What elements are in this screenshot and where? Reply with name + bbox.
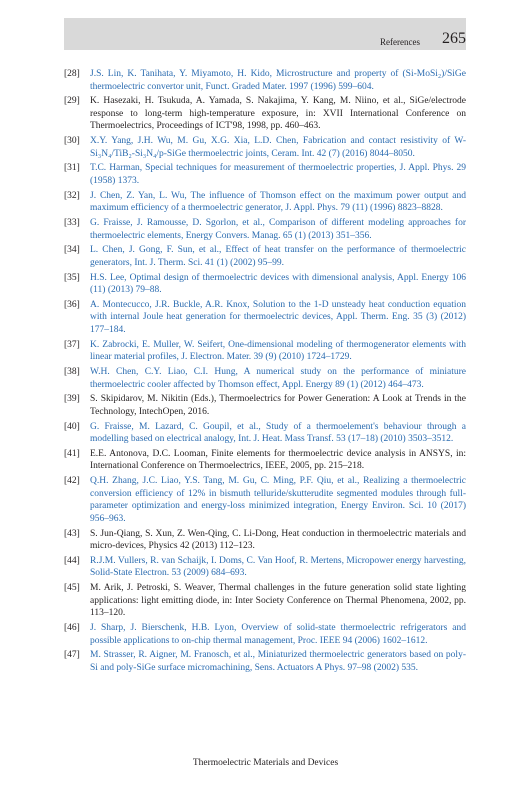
reference-item — [64, 582, 466, 620]
reference-number: [31] — [64, 163, 80, 174]
page-number: 265 — [442, 30, 466, 47]
reference-number: [44] — [64, 555, 80, 566]
reference-item — [64, 393, 466, 418]
reference-item[interactable] — [64, 217, 466, 242]
reference-number: [42] — [64, 476, 80, 487]
reference-number: [41] — [64, 448, 80, 459]
reference-text: E.E. Antonova, D.C. Looman, Finite elements for thermoelectric device analysis in ANSYS, in: International Conference on Thermoelectrics, IEEE, 2005, pp. 215–218. — [90, 448, 466, 472]
reference-number: [36] — [64, 299, 80, 310]
reference-item[interactable] — [64, 299, 466, 337]
reference-link[interactable]: H.S. Lee, Optimal design of thermoelectric devices with dimensional analysis, Appl. Energy 106 (11) (2013) 79–88. — [90, 272, 466, 296]
reference-list — [64, 68, 466, 677]
reference-number: [38] — [64, 367, 80, 377]
reference-link[interactable]: Q.H. Zhang, J.C. Liao, Y.S. Tang, M. Gu, C. Ming, P.F. Qiu, et al., Realizing a thermoelectric conversion efficiency of 12% in bismuth telluride/skutterudite segmented modules through full-parameter optimization and energy-loss minimized integration, Energy Environ. Sci. 10 (2017) 956–963. — [90, 476, 466, 524]
reference-number: [45] — [64, 583, 80, 594]
reference-item[interactable] — [64, 475, 466, 525]
reference-link[interactable]: T.C. Harman, Special techniques for measurement of thermoelectric properties, J. Appl. Phys. 29 (1958) 1373. — [90, 163, 466, 187]
reference-number: [32] — [64, 190, 80, 201]
reference-text: K. Hasezaki, H. Tsukuda, A. Yamada, S. Nakajima, Y. Kang, M. Niino, et al., SiGe/electrode response to long-term high-temperature exposure, in: XVII International Conference on Thermoelectrics, Proceedings of ICT'98, 1998, pp. 460–463. — [90, 96, 466, 132]
reference-text: S. Skipidarov, M. Nikitin (Eds.), Thermoelectrics for Power Generation: A Look at Trends in the Technology, IntechOpen, 2016. — [90, 394, 466, 417]
reference-link[interactable]: G. Fraisse, M. Lazard, C. Goupil, et al., Study of a thermoelement's behaviour through a modelling based on electrical analogy, Int. J. Heat. Mass Transf. 53 (17–18) (2010) 3503–3512. — [90, 421, 466, 445]
reference-item[interactable] — [64, 190, 466, 215]
reference-link[interactable]: J. Chen, Z. Yan, L. Wu, The influence of Thomson effect on the maximum power output and maximum efficiency of a thermoelectric generator, J. Appl. Phys. 79 (11) (1996) 8823–8828. — [90, 190, 466, 214]
reference-link[interactable]: L. Chen, J. Gong, F. Sun, et al., Effect of heat transfer on the performance of thermoelectric generators, Int. J. Therm. Sci. 41 (1) (2002) 95–99. — [90, 245, 466, 268]
reference-link[interactable]: G. Fraisse, J. Ramousse, D. Sgorlon, et al., Comparison of different modeling approaches for thermoelectric elements, Energy Convers. Manag. 65 (1) (2013) 351–356. — [90, 218, 466, 241]
reference-item — [64, 528, 466, 553]
reference-number: [46] — [64, 623, 80, 634]
reference-link[interactable]: A. Montecucco, J.R. Buckle, A.R. Knox, Solution to the 1-D unsteady heat conduction equation with internal Joule heat generation for thermoelectric devices, Appl. Therm. Eng. 35 (3) (2012) 177–184. — [90, 299, 466, 336]
reference-link[interactable]: W.H. Chen, C.Y. Liao, C.I. Hung, A numerical study on the performance of miniature thermoelectric cooler affected by Thomson effect, Appl. Energy 89 (1) (2012) 464–473. — [90, 367, 466, 390]
reference-item[interactable] — [64, 68, 466, 93]
reference-number: [35] — [64, 272, 80, 283]
reference-item[interactable] — [64, 244, 466, 269]
reference-link[interactable]: J. Sharp, J. Bierschenk, H.B. Lyon, Overview of solid-state thermoelectric refrigerators and possible applications to on-chip thermal management, Proc. IEEE 94 (2006) 1602–1612. — [90, 623, 466, 646]
reference-item[interactable] — [64, 622, 466, 647]
reference-number: [37] — [64, 339, 80, 350]
reference-item — [64, 95, 466, 133]
reference-number: [39] — [64, 394, 80, 405]
reference-number: [28] — [64, 69, 80, 79]
reference-number: [40] — [64, 421, 80, 432]
reference-number: [47] — [64, 650, 80, 661]
reference-number: [30] — [64, 136, 80, 147]
reference-item[interactable] — [64, 555, 466, 580]
running-header — [64, 18, 466, 50]
reference-item[interactable] — [64, 421, 466, 446]
reference-item[interactable] — [64, 649, 466, 674]
section-title: References — [380, 37, 420, 47]
reference-link[interactable]: R.J.M. Vullers, R. van Schaijk, I. Doms, C. Van Hoof, R. Mertens, Micropower energy harvesting, Solid-State Electron. 53 (2009) 684–693. — [90, 555, 466, 579]
reference-item[interactable] — [64, 339, 466, 364]
book-title-footer: Thermoelectric Materials and Devices — [192, 758, 339, 768]
reference-text: M. Arik, J. Petroski, S. Weaver, Thermal challenges in the future generation solid state lighting applications: light emitting diode, in: Inter Society Conference on Thermal Phenomena, 2002, pp. 113–120. — [90, 583, 466, 619]
reference-link[interactable]: X.Y. Yang, J.H. Wu, M. Gu, X.G. Xia, L.D. Chen, Fabrication and contact resistivity of W-Si₃N₄/TiB₂-Si₃N₄/p-SiGe thermoelectric joints, Ceram. Int. 42 (7) (2016) 8044–8050. — [90, 136, 466, 159]
reference-link[interactable]: K. Zabrocki, E. Muller, W. Seifert, One-dimensional modeling of thermogenerator elements with linear material profiles, J. Electron. Mater. 39 (9) (2010) 1724–1729. — [90, 339, 466, 363]
reference-number: [29] — [64, 96, 80, 107]
reference-item[interactable] — [64, 135, 466, 160]
reference-text: S. Jun-Qiang, S. Xun, Z. Wen-Qing, C. Li-Dong, Heat conduction in thermoelectric materials and micro-devices, Physics 42 (2013) 112–123. — [90, 528, 466, 552]
reference-item[interactable] — [64, 162, 466, 187]
reference-item — [64, 448, 466, 473]
reference-number: [33] — [64, 218, 80, 228]
reference-link[interactable]: M. Strasser, R. Aigner, M. Franosch, et al., Miniaturized thermoelectric generators based on poly-Si and poly-SiGe surface micromachining, Sens. Actuators A Phys. 97–98 (2002) 535. — [90, 650, 466, 673]
reference-item[interactable] — [64, 366, 466, 391]
reference-item[interactable] — [64, 272, 466, 297]
reference-link[interactable]: J.S. Lin, K. Tanihata, Y. Miyamoto, H. Kido, Microstructure and property of (Si-MoSi₂)/SiGe thermoelectric convertor unit, Funct. Graded Mater. 1997 (1996) 599–604. — [90, 69, 466, 92]
reference-number: [43] — [64, 528, 80, 539]
reference-number: [34] — [64, 245, 80, 256]
